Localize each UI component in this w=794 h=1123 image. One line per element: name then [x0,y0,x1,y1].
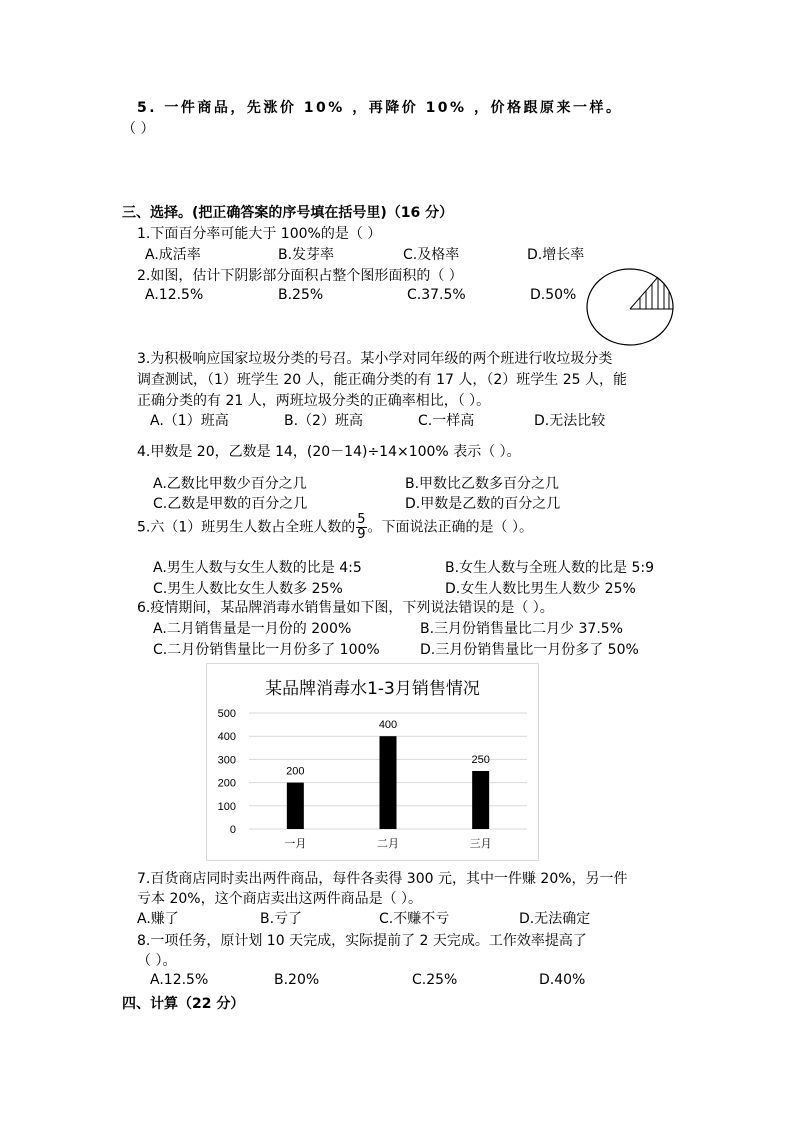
q6-option-c: C.二月份销售量比一月份多了 100% [153,642,380,658]
question-5-stem [137,513,533,542]
q7-option-d: D.无法确定 [519,911,591,927]
q8-option-b: B.20% [274,972,320,988]
q5-option-a: A.男生人数与女生人数的比是 4:5 [153,560,362,576]
chart-plot [207,664,538,860]
q8-option-c: C.25% [412,972,458,988]
q3-option-b: B.（2）班高 [284,413,363,429]
q4-option-b: B.甲数比乙数多百分之几 [405,476,560,492]
fraction-five-ninths [356,513,366,542]
y-tick-label: 400 [217,731,236,744]
q7-option-a: A.赚了 [137,911,179,927]
question-8-line-2: （ ）。 [137,953,177,969]
q6-option-d: D.三月份销售量比一月份多了 50% [420,642,639,658]
question-1-stem: 1.下面百分率可能大于 100%的是（ ） [137,226,382,242]
y-tick-label: 100 [217,800,236,813]
q5-stem-before: 5.六（1）班男生人数占全班人数的 [137,519,356,536]
question-4-stem: 4.甲数是 20，乙数是 14，(20－14)÷14×100% 表示（ ）。 [137,444,521,460]
q5-option-b: B.女生人数与全班人数的比是 5:9 [445,560,655,576]
question-2-stem: 2.如图，估计下阴影部分面积占整个图形面积的（ ） [137,268,463,284]
x-tick-label: 二月 [377,838,399,850]
q4-option-a: A.乙数比甲数少百分之几 [153,476,307,492]
y-tick-label: 500 [217,708,236,720]
x-tick-label: 一月 [284,838,307,850]
q1-option-b: B.发芽率 [278,247,335,263]
q7-option-c: C.不赚不亏 [379,911,450,927]
q2-option-d: D.50% [530,287,577,303]
question-3-line-2: 调查测试，（1）班学生 20 人，能正确分类的有 17 人，（2）班学生 25 人，能 [137,372,627,388]
question-7-line-2: 亏本 20%，这个商店卖出这两件商品是（ ）。 [137,891,423,907]
q1-option-a: A.成活率 [145,247,201,263]
q6-option-b: B.三月份销售量比二月少 37.5% [420,621,623,637]
prev-q5-paren: （ ） [122,121,155,137]
question-8-line-1: 8.一项任务，原计划 10 天完成，实际提前了 2 天完成。工作效率提高了 [137,933,587,949]
y-tick-label: 0 [229,824,236,836]
question-6-stem: 6.疫情期间，某品牌消毒水销售量如下图，下列说法错误的是（ ）。 [137,600,554,616]
q5-stem-after: 。下面说法正确的是（ ）。 [367,519,533,536]
y-tick-label: 200 [217,777,236,790]
bar [287,783,304,829]
prev-q5-text: 5. 一件商品，先涨价 10% ，再降价 10% ，价格跟原来一样。 [137,100,623,116]
q3-option-a: A.（1）班高 [150,413,229,429]
q4-option-d: D.甲数是乙数的百分之几 [405,496,561,512]
data-label: 400 [378,719,398,732]
q6-option-a: A.二月销售量是一月份的 200% [153,621,352,637]
bar [472,771,489,829]
q7-option-b: B.亏了 [260,911,303,927]
fraction-denominator: 9 [357,527,366,542]
chart-title: 某品牌消毒水1-3月销售情况 [265,679,480,699]
q4-option-c: C.乙数是甲数的百分之几 [153,496,308,512]
q2-option-c: C.37.5% [407,287,466,303]
y-tick-label: 300 [217,754,236,767]
question-3-line-3: 正确分类的有 21 人，两班垃圾分类的正确率相比，（ ）。 [137,393,491,409]
q8-option-a: A.12.5% [150,972,209,988]
q8-option-d: D.40% [539,972,586,988]
x-tick-label: 三月 [469,838,492,850]
q2-option-b: B.25% [278,287,324,303]
shaded-circle-figure [584,266,676,348]
q5-option-c: C.男生人数比女生人数多 25% [153,581,343,597]
data-label: 250 [471,754,490,766]
section-3-title: 三、选择。(把正确答案的序号填在括号里)（16 分） [122,205,454,221]
data-label: 200 [286,765,305,778]
sales-chart [206,663,539,861]
section-4-title: 四、计算（22 分） [122,996,245,1012]
q3-option-d: D.无法比较 [534,413,606,429]
fraction-numerator: 5 [357,512,366,527]
q1-option-c: C.及格率 [403,247,460,263]
q5-option-d: D.女生人数比男生人数少 25% [445,581,636,597]
q3-option-c: C.一样高 [418,413,475,429]
q1-option-d: D.增长率 [527,247,585,263]
question-3-line-1: 3.为积极响应国家垃圾分类的号召。某小学对同年级的两个班进行收垃圾分类 [137,351,613,367]
bar [380,736,397,829]
q2-option-a: A.12.5% [145,287,204,303]
question-7-line-1: 7.百货商店同时卖出两件商品，每件各卖得 300 元，其中一件赚 20%，另一件 [137,871,628,887]
